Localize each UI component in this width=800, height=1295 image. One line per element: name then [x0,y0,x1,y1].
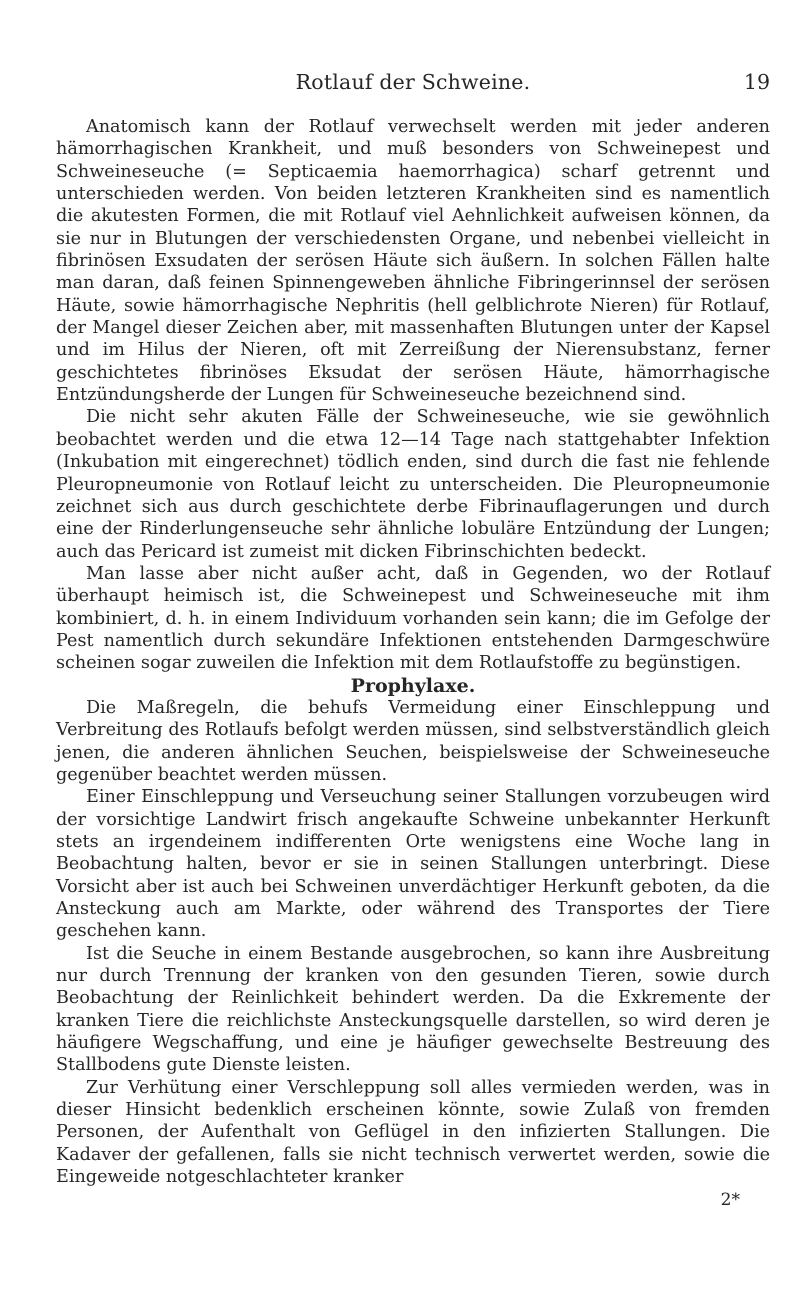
paragraph-anatomy: Anatomisch kann der Rotlauf verwechselt werden mit jeder anderen hämorrhagischen Krankheit, und muß besonders von Schweinepest und Schweineseuche (= Septicaemia haemorrhagica) scharf getrennt und unterschieden werden. Von beiden letzteren Krankheiten sind es namentlich die akutesten Formen, die mit Rotlauf viel Aehnlichkeit aufweisen können, da sie nur in Blutungen der verschiedensten Organe, und nebenbei vielleicht in fibrinösen Exsudaten der serösen Häute sich äußern. In solchen Fällen halte man daran, daß feinen Spinnengeweben ähnliche Fibringerinnsel der serösen Häute, sowie hämorrhagische Nephritis (hell gelblichrote Nieren) für Rotlauf, der Mangel dieser Zeichen aber, mit massenhaften Blutungen unter der Kapsel und im Hilus der Nieren, oft mit Zerreißung der Nierensubstanz, ferner geschichtetes fibrinöses Eksudat der serösen Häute, hämorrhagische Entzündungsherde der Lungen für Schweineseuche bezeichnend sind. [56,117,770,406]
paragraph-schweineseuche: Die nicht sehr akuten Fälle der Schweineseuche, wie sie gewöhnlich beobachtet werden und die etwa 12—14 Tage nach stattgehabter Infektion (Inkubation mit eingerechnet) tödlich enden, sind durch die fast nie fehlende Pleuropneumonie von Rotlauf leicht zu unterscheiden. Die Pleuropneumonie zeichnet sich aus durch geschichtete derbe Fibrinauflagerungen und durch eine der Rinderlungenseuche sehr ähnliche lobuläre Entzündung der Lungen; auch das Pericard ist zumeist mit dicken Fibrinschichten bedeckt. [56,407,770,562]
running-title: Rotlauf der Schweine. [295,70,531,94]
page-number: 19 [743,70,770,94]
book-page [56,70,770,1211]
running-header [56,70,770,98]
paragraph-measures: Die Maßregeln, die behufs Vermeidung einer Einschleppung und Verbreitung des Rotlaufs befolgt werden müssen, sind selbstverständlich gleich jenen, die anderen ähnlichen Seuchen, beispielsweise der Schweineseuche gegenüber beachtet werden müssen. [56,697,770,785]
body-text [56,116,770,1211]
paragraph-prevention: Einer Einschleppung und Verseuchung seiner Stallungen vorzubeugen wird der vorsichtige Landwirt frisch angekaufte Schweine unbekannter Herkunft stets an irgendeinem indifferenten Orte wenigstens eine Woche lang in Beobachtung halten, bevor er sie in seinen Stallungen unterbringt. Diese Vorsicht aber ist auch bei Schweinen unverdächtiger Herkunft geboten, da die Ansteckung auch am Markte, oder während des Transportes der Tiere geschehen kann. [56,787,770,942]
signature-mark: 2* [720,1189,740,1210]
paragraph-outbreak: Ist die Seuche in einem Bestande ausgebrochen, so kann ihre Ausbreitung nur durch Trennung der kranken von den gesunden Tieren, sowie durch Beobachtung der Reinlichkeit behindert werden. Da die Exkremente der kranken Tiere die reichlichste Ansteckungsquelle darstellen, so wird deren je häufigere Wegschaffung, und eine je häufiger gewechselte Bestreuung des Stallbodens gute Dienste leisten. [56,943,770,1076]
paragraph-combination: Man lasse aber nicht außer acht, daß in Gegenden, wo der Rotlauf überhaupt heimisch ist, die Schweinepest und Schweineseuche mit ihm kombiniert, d. h. in einem Individuum vorhanden sein kann; die im Gefolge der Pest namentlich durch sekundäre Infektionen entstehenden Darmgeschwüre scheinen sogar zuweilen die Infektion mit dem Rotlaufstoffe zu begünstigen. [56,563,770,674]
section-heading: Prophylaxe. [350,674,476,697]
paragraph-spread: Zur Verhütung einer Verschleppung soll alles vermieden werden, was in dieser Hinsicht bedenklich erscheinen könnte, sowie Zulaß von fremden Personen, der Aufenthalt von Geflügel in den infizierten Stallungen. Die Kadaver der gefallenen, falls sie nicht technisch verwertet werden, sowie die Eingeweide notgeschlachteter kranker [56,1077,770,1188]
